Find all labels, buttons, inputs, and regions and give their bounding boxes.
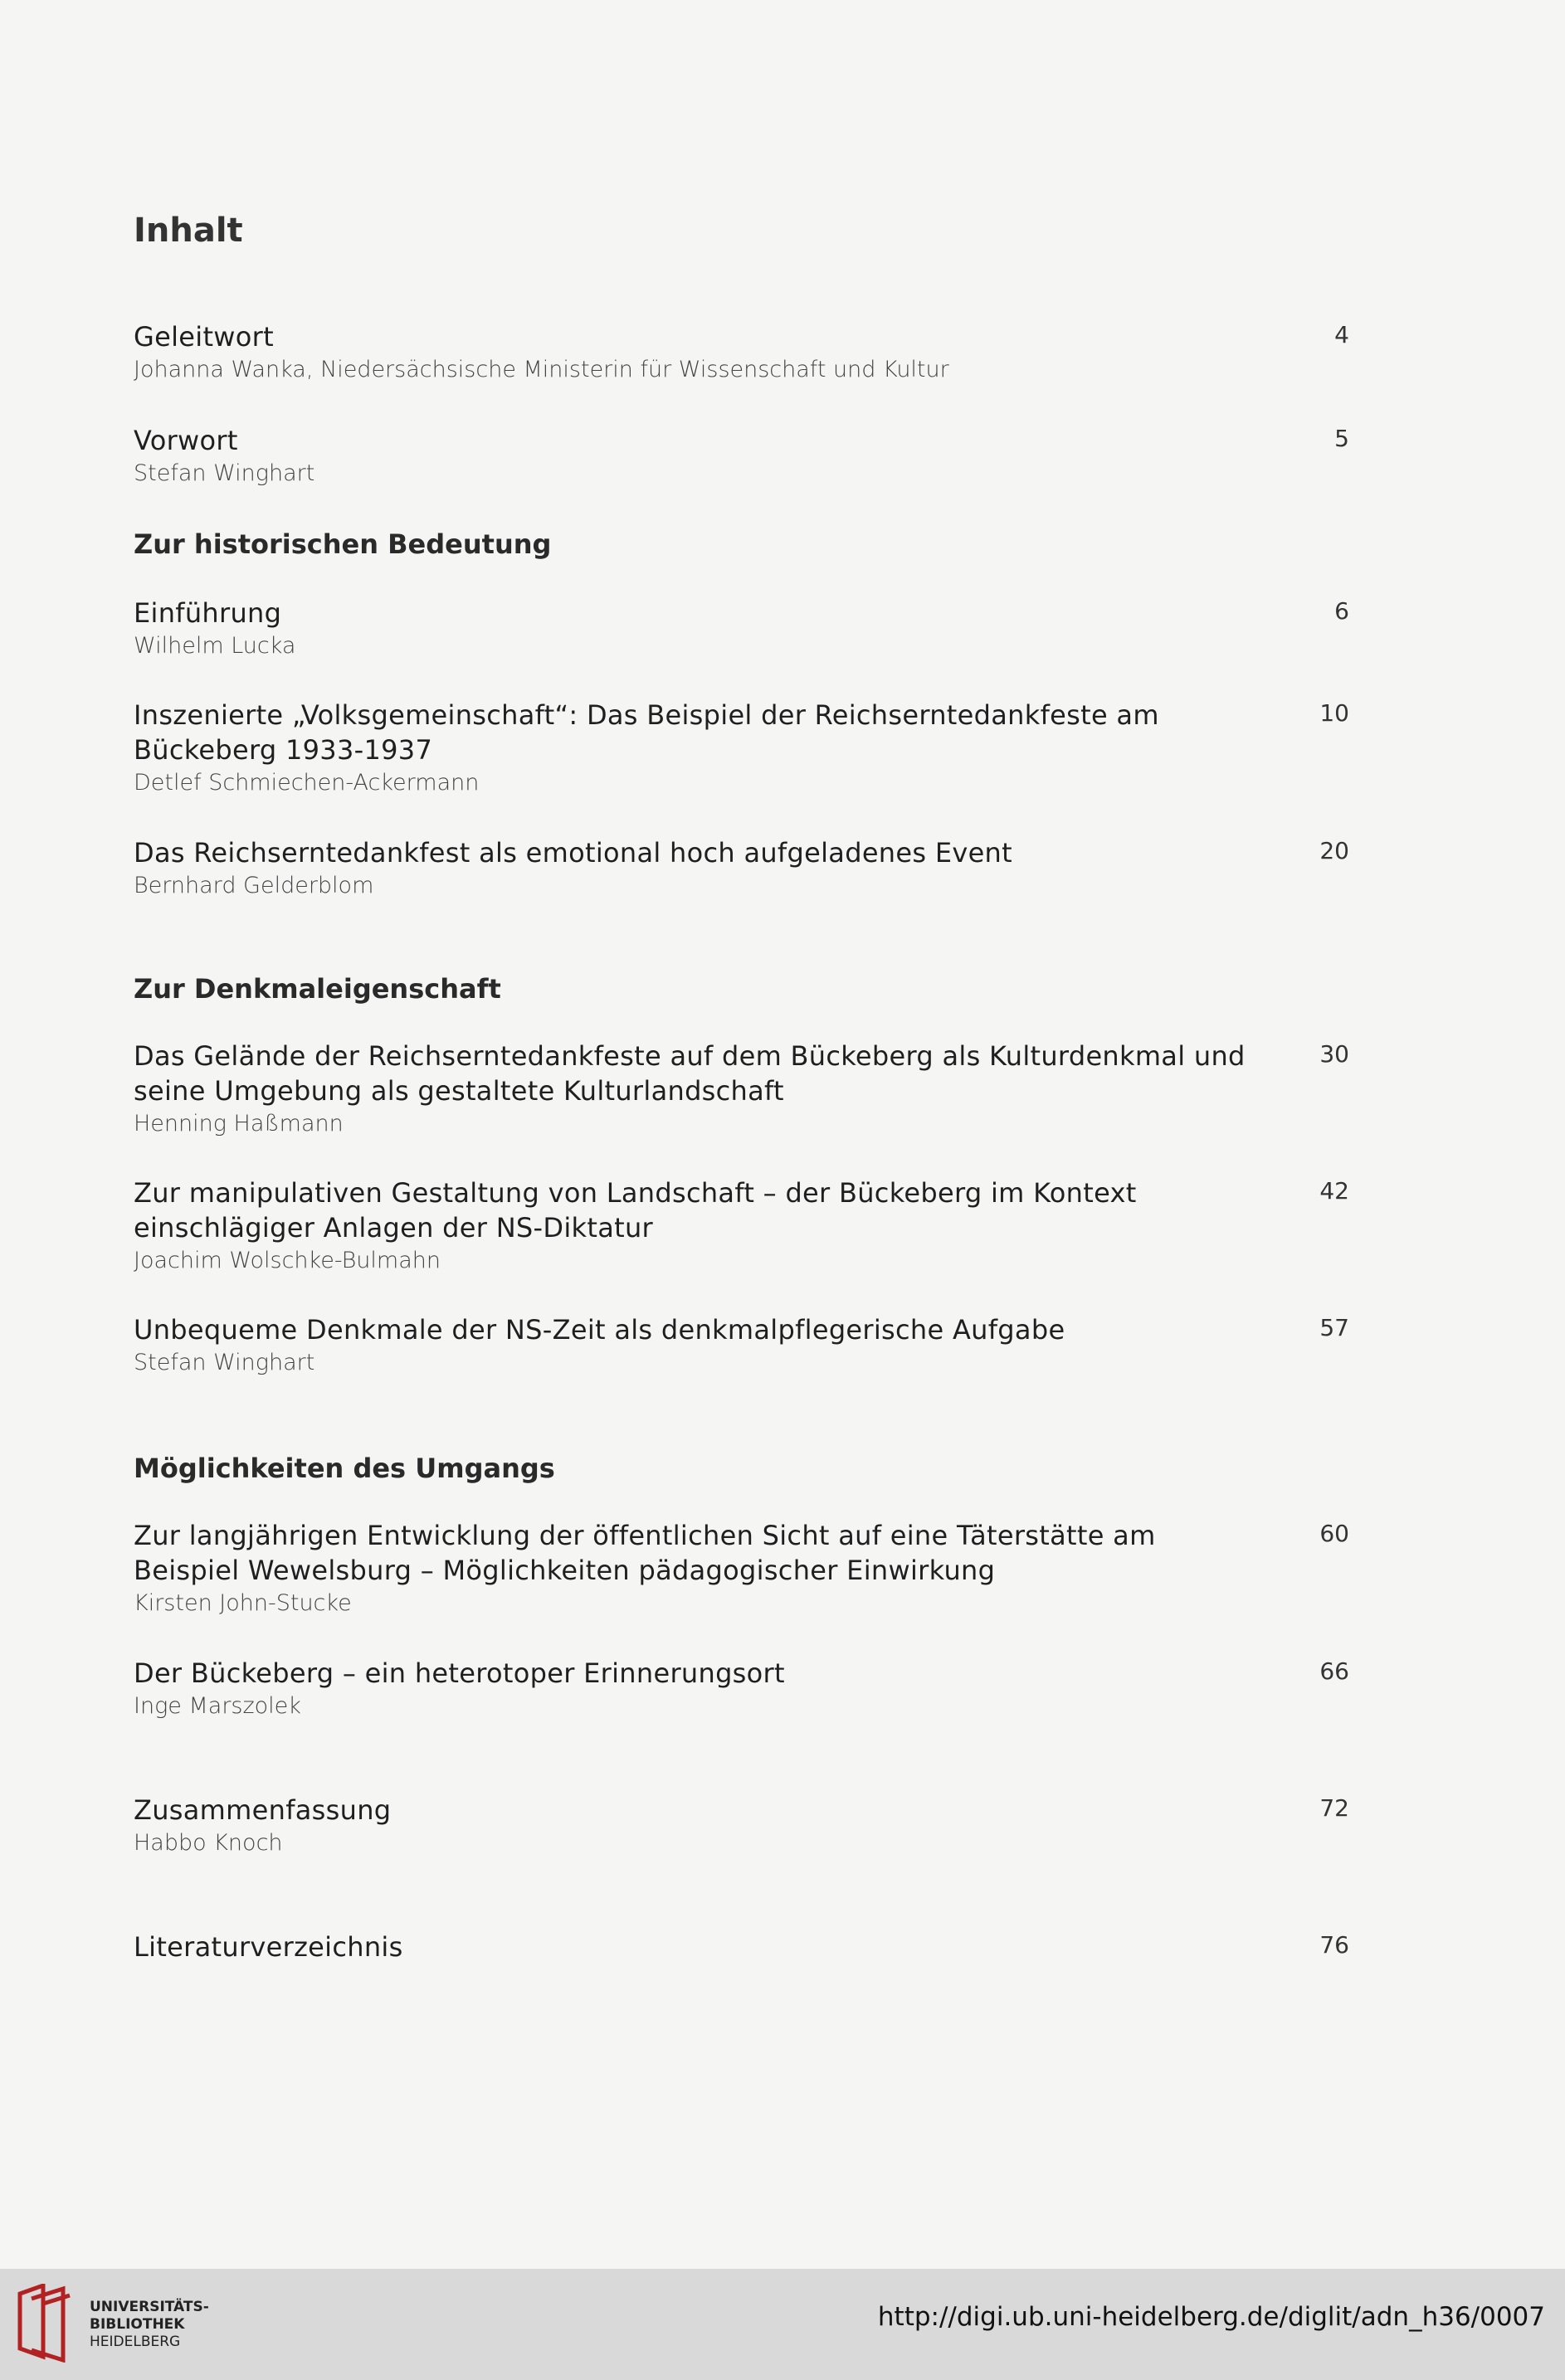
- entry-author: Kirsten John-Stucke: [134, 1590, 352, 1616]
- entry-title: Zur manipulativen Gestaltung von Landschaft – der Bückeberg im Kontext einschlägiger Anlagen der NS-Diktatur: [134, 1177, 1137, 1244]
- section-heading: Möglichkeiten des Umgangs: [134, 1453, 555, 1484]
- entry-title: Einführung: [134, 597, 282, 629]
- toc-entry-einfuehrung[interactable]: [134, 596, 1349, 662]
- entry-author: Stefan Winghart: [134, 460, 315, 486]
- entry-title: Zusammenfassung: [134, 1794, 392, 1826]
- toc-entry-inszenierte-volksgemeinschaft[interactable]: [134, 698, 1349, 799]
- toc-entry-heterotoper-erinnerungsort[interactable]: [134, 1656, 1349, 1722]
- entry-title: Vorwort: [134, 425, 238, 456]
- entry-page: 76: [1319, 1931, 1349, 1959]
- entry-page: 20: [1319, 837, 1349, 864]
- entry-title: Der Bückeberg – ein heterotoper Erinnerungsort: [134, 1657, 785, 1689]
- entry-page: 5: [1334, 425, 1349, 452]
- entry-author: Henning Haßmann: [134, 1111, 344, 1136]
- entry-page: 57: [1319, 1314, 1349, 1341]
- toc-entry-manipulative-gestaltung[interactable]: [134, 1175, 1349, 1277]
- entry-page: 4: [1334, 321, 1349, 348]
- entry-page: 72: [1319, 1794, 1349, 1822]
- library-name-line: BIBLIOTHEK: [90, 2316, 185, 2333]
- toc-entry-unbequeme-denkmale[interactable]: [134, 1312, 1349, 1379]
- entry-page: 60: [1319, 1520, 1349, 1547]
- library-name-line: UNIVERSITÄTS-: [90, 2299, 209, 2315]
- entry-author: Joachim Wolschke-Bulmahn: [134, 1248, 441, 1273]
- entry-page: 10: [1319, 699, 1349, 727]
- toc-entry-literaturverzeichnis[interactable]: [134, 1930, 1349, 1964]
- entry-author: Stefan Winghart: [134, 1350, 315, 1375]
- entry-page: 42: [1319, 1177, 1349, 1205]
- entry-page: 30: [1319, 1040, 1349, 1068]
- toc-entry-vorwort[interactable]: [134, 423, 1349, 489]
- entry-author: Johanna Wanka, Niedersächsische Ministerin für Wissenschaft und Kultur: [134, 357, 949, 382]
- entry-author: Habbo Knoch: [134, 1830, 283, 1856]
- library-name: [90, 2299, 209, 2351]
- section-heading: Zur Denkmaleigenschaft: [134, 973, 501, 1005]
- toc-entry-wewelsburg[interactable]: [134, 1518, 1349, 1619]
- entry-title: Unbequeme Denkmale der NS-Zeit als denkmalpflegerische Aufgabe: [134, 1314, 1065, 1346]
- entry-page: 6: [1334, 597, 1349, 625]
- entry-title: Inszenierte „Volksgemeinschaft“: Das Beispiel der Reichserntedankfeste am Bückeberg 1933-1937: [134, 699, 1159, 766]
- page-title: Inhalt: [134, 212, 243, 250]
- entry-author: Bernhard Gelderblom: [134, 873, 374, 898]
- section-heading: Zur historischen Bedeutung: [134, 528, 552, 560]
- footer-bar: [0, 2269, 1565, 2380]
- entry-title: Literaturverzeichnis: [134, 1931, 403, 1963]
- toc-entry-geleitwort[interactable]: [134, 319, 1349, 386]
- toc-entry-reichserntedankfest-event[interactable]: [134, 835, 1349, 902]
- toc-entry-gelaende-kulturdenkmal[interactable]: [134, 1039, 1349, 1140]
- entry-title: Das Gelände der Reichserntedankfeste auf dem Bückeberg als Kulturdenkmal und seine Umgebung als gestaltete Kulturlandschaft: [134, 1040, 1246, 1107]
- entry-title: Geleitwort: [134, 321, 274, 353]
- toc-entry-zusammenfassung[interactable]: [134, 1793, 1349, 1859]
- entry-author: Wilhelm Lucka: [134, 633, 296, 659]
- entry-title: Das Reichserntedankfest als emotional hoch aufgeladenes Event: [134, 837, 1012, 869]
- library-name-line: HEIDELBERG: [90, 2334, 181, 2350]
- entry-title: Zur langjährigen Entwicklung der öffentlichen Sicht auf eine Täterstätte am Beispiel Wewelsburg – Möglichkeiten pädagogischer Einwirkung: [134, 1520, 1156, 1586]
- library-logo-icon: [15, 2284, 73, 2363]
- entry-author: Inge Marszolek: [134, 1693, 301, 1719]
- entry-author: Detlef Schmiechen-Ackermann: [134, 770, 480, 796]
- entry-page: 66: [1319, 1657, 1349, 1685]
- source-url-link[interactable]: http://digi.ub.uni-heidelberg.de/diglit/adn_h36/0007: [877, 2302, 1545, 2332]
